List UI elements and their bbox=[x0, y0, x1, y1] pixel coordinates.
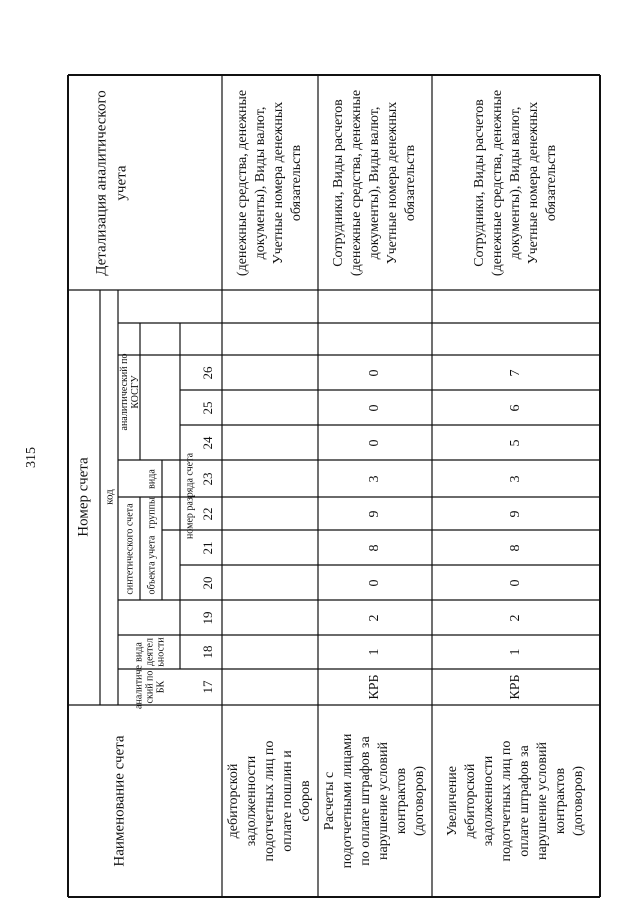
header-digit: номер разряда счета bbox=[184, 452, 196, 540]
header-synthetic: синтетического счета bbox=[124, 503, 136, 595]
row-value: 8 bbox=[508, 544, 524, 552]
header-object: объекта учета bbox=[146, 535, 158, 595]
column-number: 25 bbox=[199, 401, 215, 415]
row-name: нарушение условий bbox=[535, 741, 551, 861]
row-value: 0 bbox=[508, 579, 524, 587]
column-number: 17 bbox=[199, 680, 215, 694]
table-text bbox=[75, 90, 586, 868]
row-value: 0 bbox=[367, 579, 383, 587]
header-analytic-bk: аналитиче bbox=[133, 665, 145, 709]
column-number: 23 bbox=[199, 472, 215, 486]
row-value: 3 bbox=[367, 475, 383, 483]
row-value: 7 bbox=[508, 369, 524, 377]
row-detail: (денежные средства, денежные bbox=[235, 89, 251, 277]
header-analytic-bk: ский по bbox=[144, 670, 156, 704]
header-code: код bbox=[103, 489, 116, 505]
row-detail: Сотрудники, Виды расчетов bbox=[331, 99, 347, 267]
row-name: оплате пошлин и bbox=[280, 750, 296, 852]
column-number: 22 bbox=[199, 507, 215, 521]
row-detail: (денежные средства, денежные bbox=[490, 89, 506, 277]
row-name: Увеличение bbox=[445, 765, 461, 837]
row-detail: обязательств bbox=[403, 144, 419, 222]
row-name: Расчеты с bbox=[322, 771, 338, 831]
row-value: КРБ bbox=[367, 674, 383, 700]
row-value: 2 bbox=[508, 614, 524, 622]
row-name: оплате штрафов за bbox=[517, 745, 533, 857]
header-detail: Детализация аналитического bbox=[93, 90, 110, 276]
row-detail: Учетные номера денежных bbox=[385, 101, 401, 265]
row-name: подотчетных лиц по bbox=[262, 740, 278, 862]
column-number: 21 bbox=[199, 541, 215, 555]
column-number: 18 bbox=[199, 645, 215, 659]
row-value: 0 bbox=[367, 439, 383, 447]
row-name: подотчетных лиц по bbox=[499, 740, 515, 862]
header-analytic-bk: БК bbox=[155, 680, 167, 694]
row-value: 6 bbox=[508, 404, 524, 412]
row-value: 1 bbox=[367, 648, 383, 656]
row-detail: Сотрудники, Виды расчетов bbox=[472, 99, 488, 267]
row-name: нарушение условий bbox=[376, 741, 392, 861]
row-detail: Учетные номера денежных bbox=[526, 101, 542, 265]
row-name: дебиторской bbox=[463, 763, 479, 839]
row-value: 9 bbox=[367, 510, 383, 518]
row-detail: обязательств bbox=[289, 144, 305, 222]
row-detail: обязательств bbox=[544, 144, 560, 222]
row-name: дебиторской bbox=[226, 763, 242, 839]
row-detail: документы), Виды валют, bbox=[367, 106, 383, 260]
column-number: 20 bbox=[199, 576, 215, 590]
header-activity: ьности bbox=[155, 637, 167, 667]
header-group: группы bbox=[146, 497, 158, 529]
header-activity: вида bbox=[133, 642, 145, 662]
row-value: 1 bbox=[508, 648, 524, 656]
header-detail: учета bbox=[113, 165, 130, 201]
header-kosgu: КОСГУ bbox=[129, 375, 141, 409]
header-kind: вида bbox=[146, 469, 158, 489]
row-value: 9 bbox=[508, 510, 524, 518]
row-name: контрактов bbox=[553, 767, 569, 835]
row-detail: документы), Виды валют, bbox=[508, 106, 524, 260]
row-value: 3 bbox=[508, 475, 524, 483]
row-value: КРБ bbox=[508, 674, 524, 700]
row-value: 0 bbox=[367, 404, 383, 412]
row-name: задолженности bbox=[244, 755, 260, 847]
row-name: (договоров) bbox=[571, 766, 587, 836]
page-number: 315 bbox=[24, 447, 39, 468]
header-kosgu: аналитический по bbox=[118, 353, 130, 431]
header-activity: деятел bbox=[144, 638, 156, 666]
row-value: 5 bbox=[508, 439, 524, 447]
row-name: сборов bbox=[298, 780, 314, 822]
column-number: 24 bbox=[199, 436, 215, 450]
column-number: 19 bbox=[199, 611, 215, 625]
header-number: Номер счета bbox=[75, 457, 92, 537]
row-value: 2 bbox=[367, 614, 383, 622]
row-name: (договоров) bbox=[412, 766, 428, 836]
column-number: 26 bbox=[199, 366, 215, 380]
row-value: 0 bbox=[367, 369, 383, 377]
row-name: задолженности bbox=[481, 755, 497, 847]
row-name: контрактов bbox=[394, 767, 410, 835]
row-detail: (денежные средства, денежные bbox=[349, 89, 365, 277]
row-name: подотчетными лицами bbox=[340, 733, 356, 869]
header-name: Наименование счета bbox=[111, 735, 128, 867]
row-detail: Учетные номера денежных bbox=[271, 101, 287, 265]
row-name: по оплате штрафов за bbox=[358, 736, 374, 866]
row-value: 8 bbox=[367, 544, 383, 552]
row-detail: документы), Виды валют, bbox=[253, 106, 269, 260]
